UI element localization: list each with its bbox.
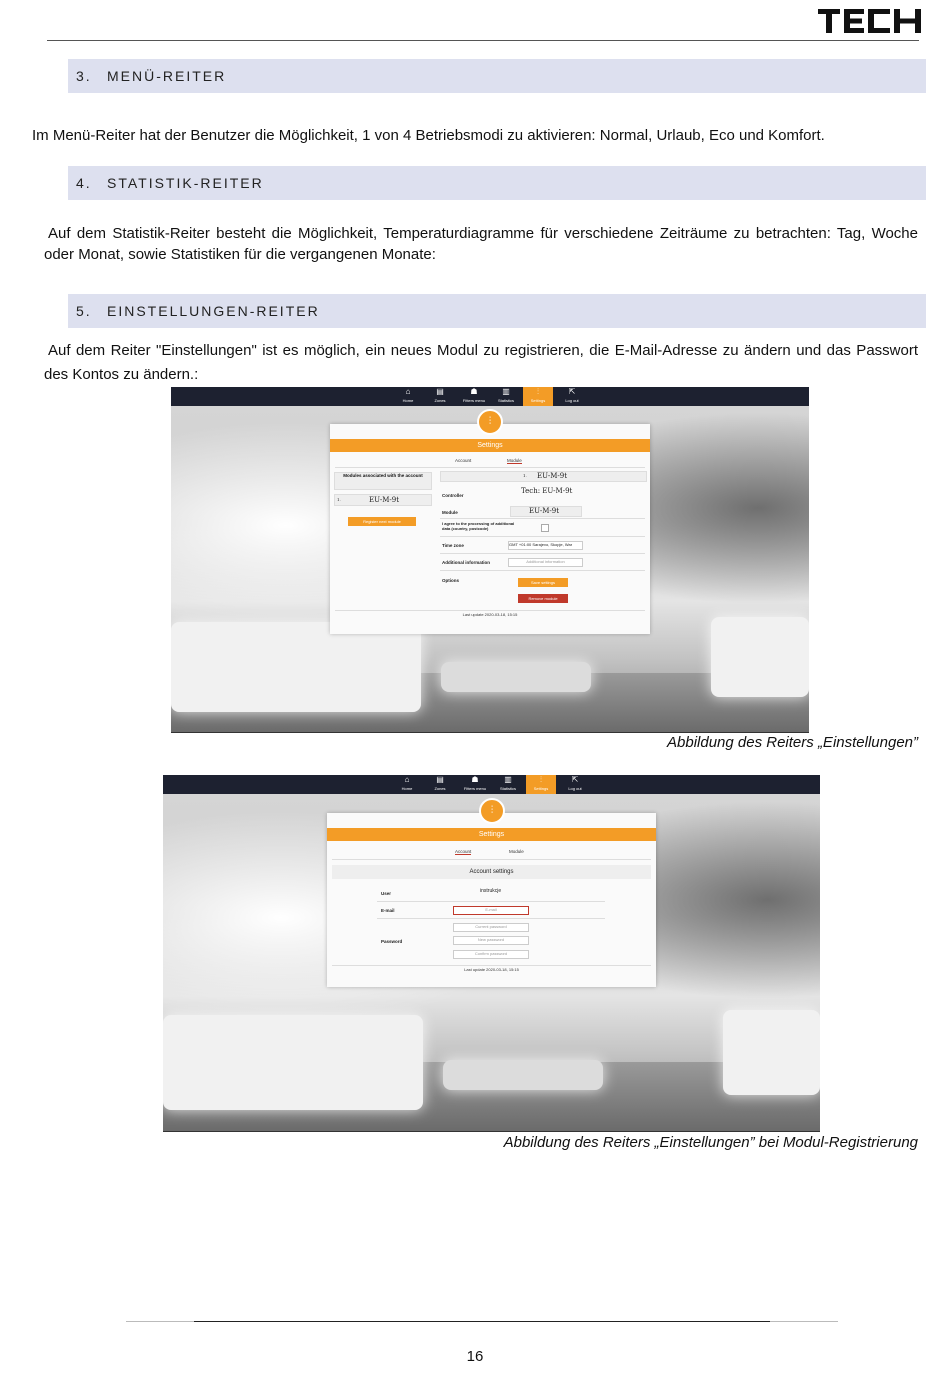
timezone-select[interactable]: GMT +01:00 Sarajevo, Skopje, War [508, 541, 583, 550]
nav-label: Home [401, 786, 413, 791]
nav-label: Settings [530, 398, 546, 403]
nav-label: Fitters menu [463, 786, 487, 791]
last-update: Last update 2020-03-18, 15:15 [464, 967, 519, 972]
divider [332, 859, 651, 860]
tab-account[interactable]: Account [455, 849, 472, 854]
fitters-icon: ☗ [471, 775, 479, 784]
confirm-password-input[interactable]: Confirm password [453, 950, 529, 959]
settings-account-screenshot [163, 775, 820, 1132]
sofa [163, 1015, 423, 1110]
section-number: 3. [76, 68, 92, 84]
section-title: MENÜ-REITER [107, 68, 227, 84]
figure-caption-1: Abbildung des Reiters „Einstellungen” [667, 734, 918, 751]
section-title: STATISTIK-REITER [107, 175, 264, 191]
logout-icon: ⇱ [568, 387, 576, 396]
module-value-box [510, 506, 582, 517]
account-settings-heading: Account settings [332, 865, 651, 879]
section-heading-4 [68, 166, 926, 200]
save-settings-button[interactable]: Save settings [518, 578, 568, 587]
nav-label: Settings [533, 786, 549, 791]
zones-icon: ▤ [436, 775, 444, 784]
sofa [723, 1010, 820, 1095]
settings-panel [327, 813, 656, 987]
nav-home[interactable] [393, 387, 423, 406]
divider [440, 536, 645, 537]
page-number: 16 [466, 1348, 484, 1365]
header-rule [47, 40, 919, 41]
nav-label: Log out [568, 786, 582, 791]
fitters-icon: ☗ [470, 387, 478, 396]
tab-account[interactable]: Account [455, 458, 472, 463]
app-navbar [171, 387, 809, 406]
figure-caption-2: Abbildung des Reiters „Einstellungen” bei Modul-Registrierung [503, 1134, 918, 1151]
section-heading-5 [68, 294, 926, 328]
nav-fitters-menu[interactable] [458, 775, 492, 794]
settings-module-screenshot [171, 387, 809, 733]
logout-icon: ⇱ [571, 775, 579, 784]
nav-label: Statistics [497, 398, 514, 403]
nav-statistics[interactable] [491, 387, 521, 406]
nav-label: Fitters menu [462, 398, 486, 403]
remove-module-button[interactable]: Remove module [518, 594, 568, 603]
section-5-text: Auf dem Reiter "Einstellungen" ist es möglich, ein neues Modul zu registrieren, die E-Mail-Adresse zu ändern und das Passwort des Kontos zu ändern.: [44, 342, 918, 383]
panel-title: Settings [327, 828, 656, 841]
nav-label: Home [402, 398, 414, 403]
controller-value: Tech: EU-M-9t [521, 487, 573, 495]
consent-checkbox[interactable] [541, 524, 549, 532]
user-label: User [381, 891, 392, 896]
tab-module[interactable]: Module [509, 849, 524, 854]
email-input[interactable]: E-mail [453, 906, 529, 915]
nav-label: Log out [565, 398, 579, 403]
section-number: 5. [76, 303, 92, 319]
password-label: Password [381, 939, 403, 944]
table [441, 662, 591, 692]
home-icon: ⌂ [404, 775, 410, 784]
controller-label: Controller [442, 493, 464, 498]
settings-panel [330, 424, 650, 634]
statistics-icon: ▥ [504, 775, 512, 784]
settings-icon: ⫶ [540, 775, 542, 784]
divider [332, 965, 651, 966]
consent-label: I agree to the processing of additional data (country, postcode) [442, 521, 515, 531]
module-label: Module [442, 510, 458, 515]
shot-underline [171, 732, 809, 733]
section-3-text: Im Menü-Reiter hat der Benutzer die Möglichkeit, 1 von 4 Betriebsmodi zu aktivieren: Normal, Urlaub, Eco und Komfort. [32, 127, 825, 144]
divider [440, 553, 645, 554]
zones-icon: ▤ [436, 387, 444, 396]
nav-label: Statistics [499, 786, 516, 791]
nav-zones[interactable] [425, 775, 455, 794]
section-number: 4. [76, 175, 92, 191]
divider [335, 467, 645, 468]
divider [335, 610, 645, 611]
home-icon: ⌂ [405, 387, 411, 396]
divider [377, 901, 605, 902]
nav-zones[interactable] [425, 387, 455, 406]
module-dropdown[interactable] [440, 471, 647, 482]
divider [440, 570, 645, 571]
current-password-input[interactable]: Current password [453, 923, 529, 932]
new-password-input[interactable]: New password [453, 936, 529, 945]
dropdown-index: 1. [523, 473, 527, 478]
sofa [711, 617, 809, 697]
nav-logout[interactable] [560, 775, 590, 794]
modules-heading: Modules associated with the account [334, 472, 432, 490]
sofa [171, 622, 421, 712]
tech-logo [818, 9, 921, 33]
timezone-label: Time zone [442, 543, 464, 548]
divider [440, 518, 645, 519]
section-title: EINSTELLUNGEN-REITER [107, 303, 320, 319]
nav-label: Zones [434, 786, 446, 791]
app-navbar [163, 775, 820, 794]
module-name: EU-M-9t [369, 496, 400, 504]
settings-gear-icon: ⫶ [477, 409, 503, 435]
settings-icon: ⫶ [537, 387, 539, 396]
additional-info-input[interactable]: Additional information [508, 558, 583, 567]
email-label: E-mail [381, 908, 395, 913]
last-update: Last update 2020-03-18, 15:15 [462, 612, 518, 617]
nav-logout[interactable] [557, 387, 587, 406]
shot-underline [163, 1131, 820, 1132]
section-heading-3 [68, 59, 926, 93]
settings-gear-icon: ⫶ [479, 798, 505, 824]
nav-home[interactable] [392, 775, 422, 794]
statistics-icon: ▥ [502, 387, 510, 396]
nav-settings[interactable] [523, 387, 553, 406]
panel-title: Settings [330, 439, 650, 452]
nav-label: Zones [434, 398, 446, 403]
dropdown-value: EU-M-9t [537, 472, 568, 480]
options-label: Options [442, 578, 459, 583]
section-4-text: Auf dem Statistik-Reiter besteht die Möglichkeit, Temperaturdiagramme für verschiedene Zeiträume zu betrachten: Tag, Woche oder Monat, sowie Statistiken für die vergangenen Monate: [44, 225, 918, 263]
nav-statistics[interactable] [493, 775, 523, 794]
table [443, 1060, 603, 1090]
footer-rule-dark [194, 1321, 770, 1322]
additional-info-label: Additional information [442, 560, 490, 565]
nav-settings[interactable] [526, 775, 556, 794]
module-index: 1. [337, 497, 341, 502]
divider [377, 918, 605, 919]
nav-fitters-menu[interactable] [457, 387, 491, 406]
register-next-module-button[interactable]: Register next module [348, 517, 416, 526]
user-value: instrukcje [480, 888, 502, 894]
module-value: EU-M-9t [529, 507, 560, 515]
module-list-item[interactable] [334, 494, 432, 506]
tab-module[interactable]: Module [507, 458, 522, 463]
